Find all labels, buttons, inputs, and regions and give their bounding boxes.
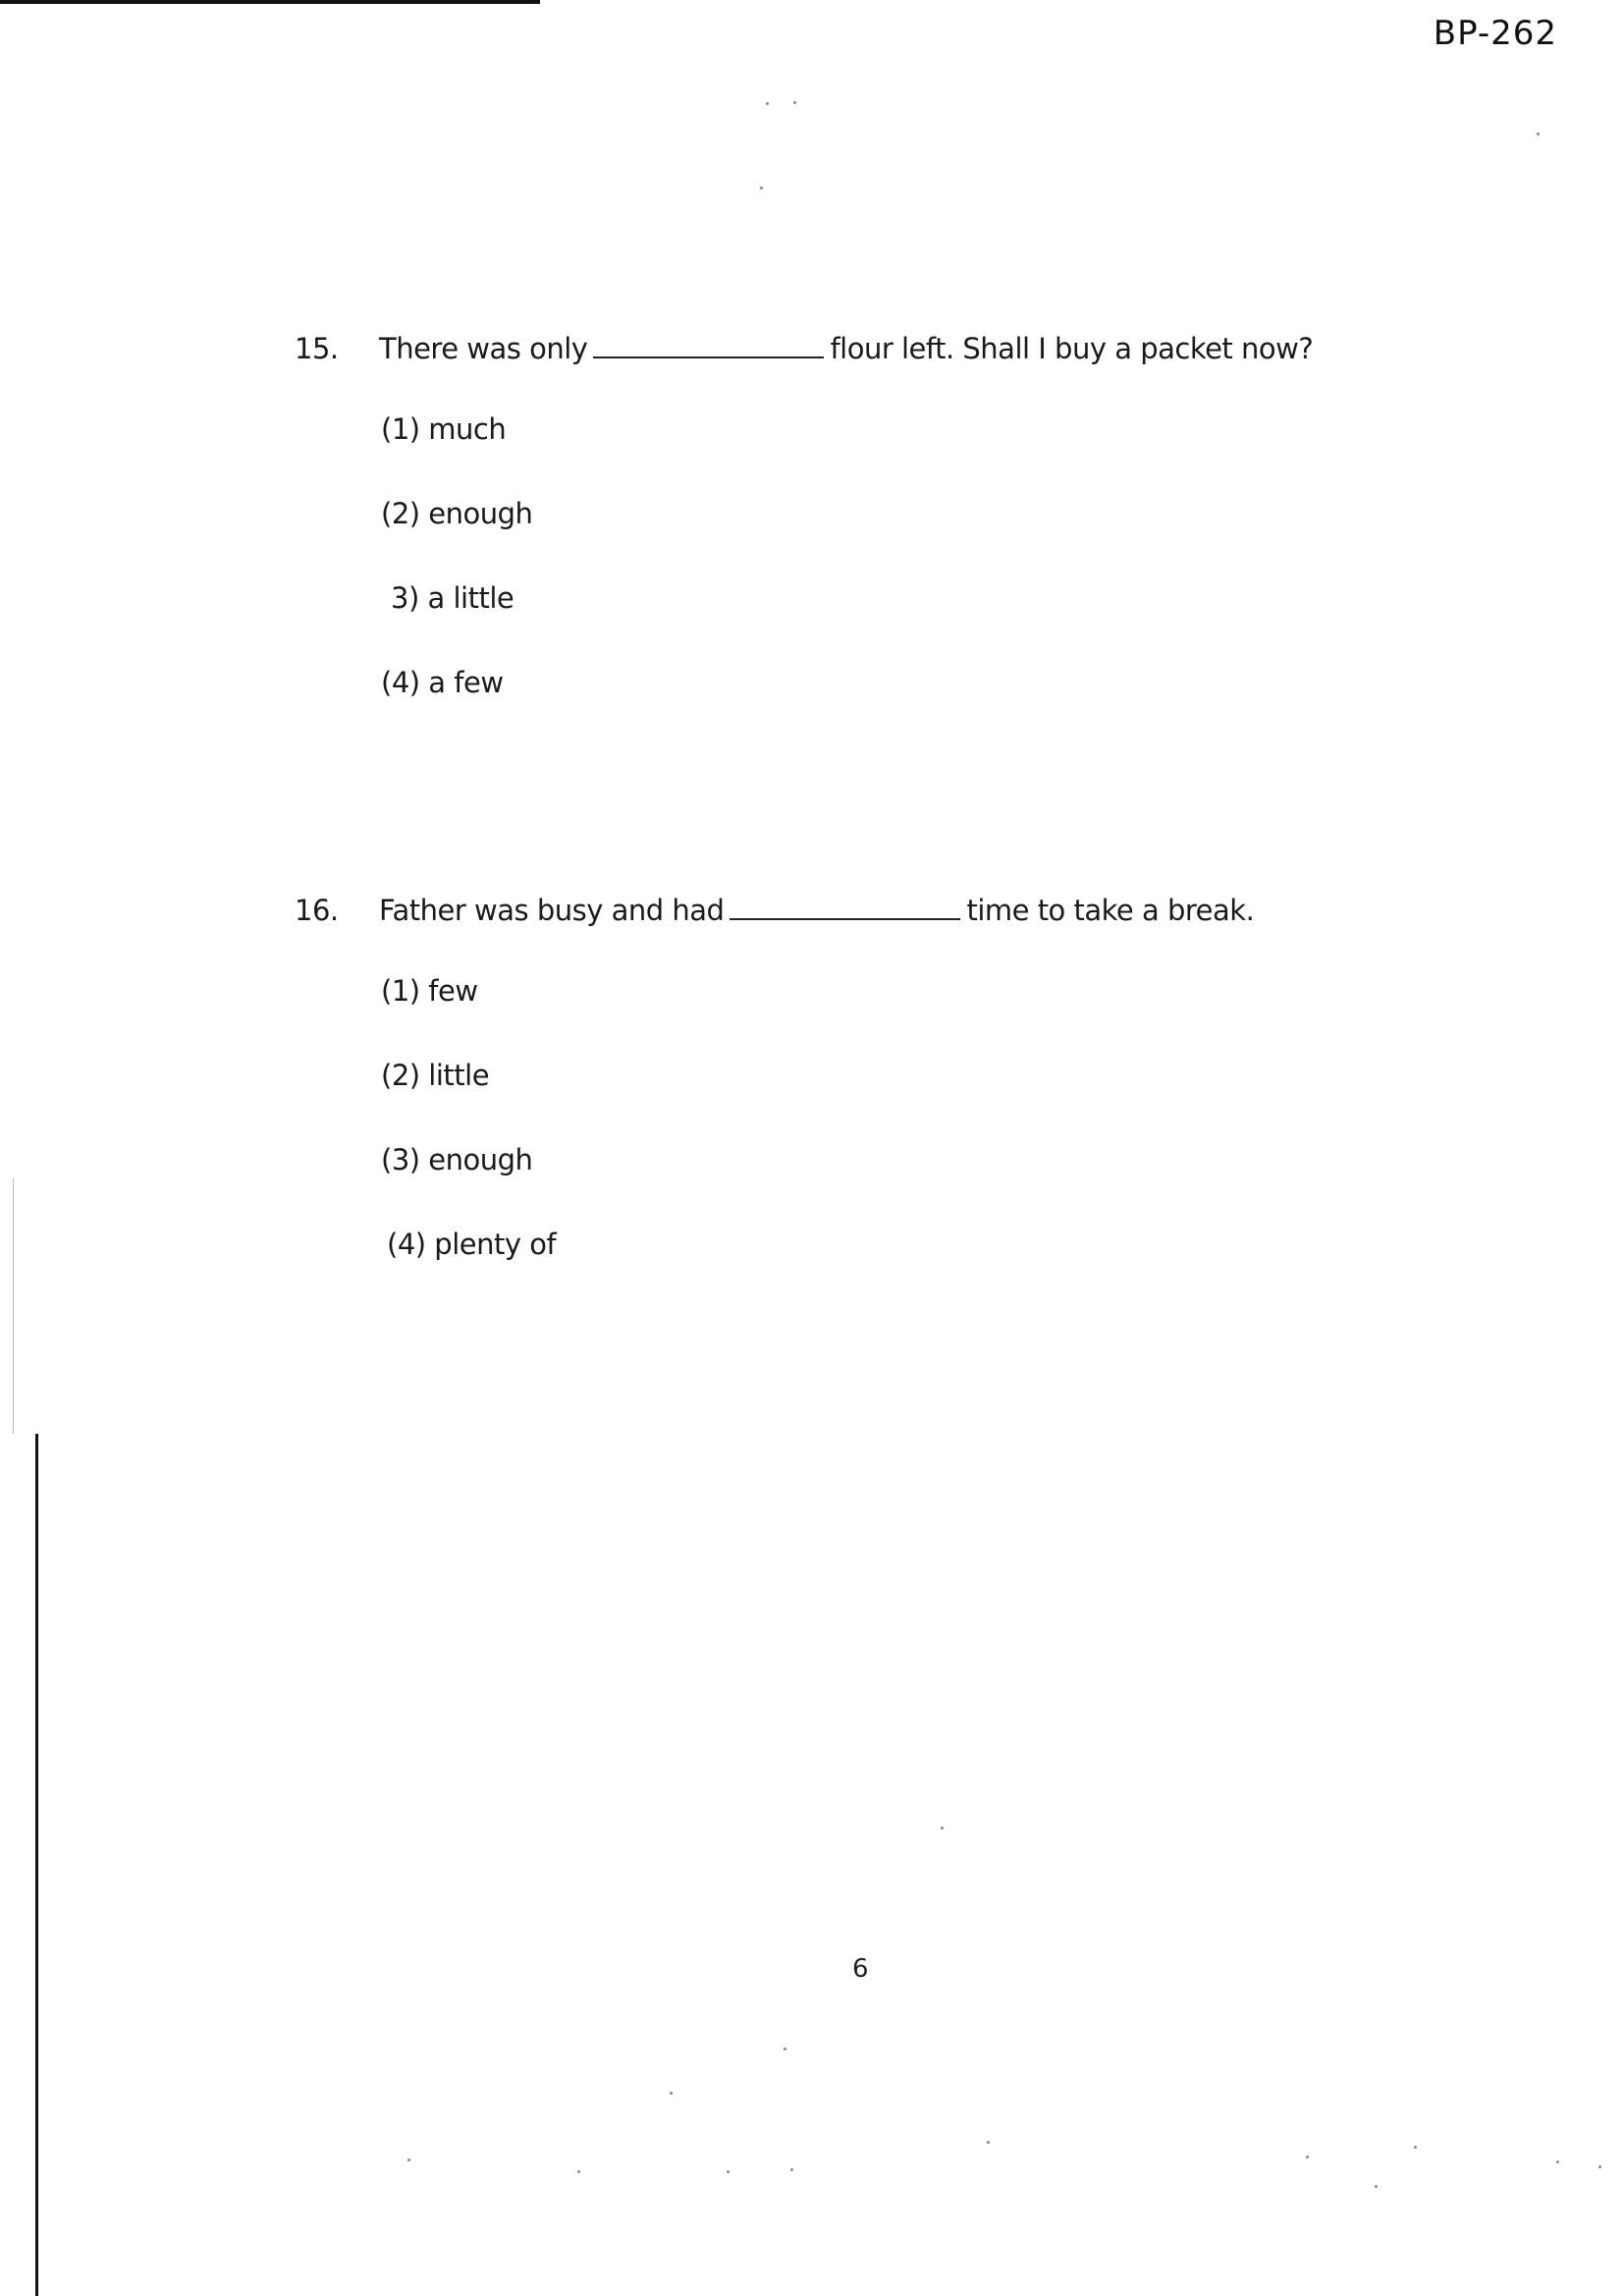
question-stem [295,332,1473,365]
top-border-line [0,0,540,4]
scan-speck [760,187,763,190]
scan-speck [784,2048,786,2050]
question-text-before: Father was busy and had [379,894,725,927]
answer-blank [730,917,960,920]
question-stem [295,894,1473,927]
option-item: (2) little [381,1059,490,1092]
page-number: 6 [852,1954,869,1984]
scan-speck [1598,2165,1601,2168]
left-border-line [35,1434,38,2296]
question-text-after: time to take a break. [966,894,1255,927]
question-number: 15. [295,332,339,365]
option-item: (1) much [381,412,507,446]
scan-speck [670,2092,673,2095]
paper-code: BP-262 [1433,14,1557,53]
scan-speck [1556,2160,1559,2163]
option-item: (1) few [381,974,478,1008]
scan-speck [727,2170,730,2173]
left-faint-line [13,1178,14,1434]
option-list [381,414,1473,752]
scan-speck [790,2168,793,2171]
scan-speck [793,101,796,104]
option-item: (4) plenty of [387,1228,557,1261]
option-item: (3) enough [381,1143,533,1176]
scan-speck [407,2159,410,2161]
scan-speck [1375,2185,1378,2188]
scan-speck [1414,2146,1417,2149]
scan-speck [577,2170,580,2173]
question-number: 16. [295,894,339,927]
option-item: (4) a few [381,666,504,699]
scan-speck [1306,2156,1309,2159]
question-16 [295,894,1473,1314]
option-item: 3) a little [391,581,514,615]
scan-speck [1537,133,1540,136]
option-item: (2) enough [381,497,533,530]
question-text-after: flour left. Shall I buy a packet now? [830,332,1314,365]
scan-speck [766,102,769,105]
scan-speck [987,2141,990,2144]
question-15 [295,332,1473,752]
scan-speck [941,1827,944,1830]
answer-blank [593,355,824,358]
option-list [381,976,1473,1314]
question-text-before: There was only [379,332,588,365]
